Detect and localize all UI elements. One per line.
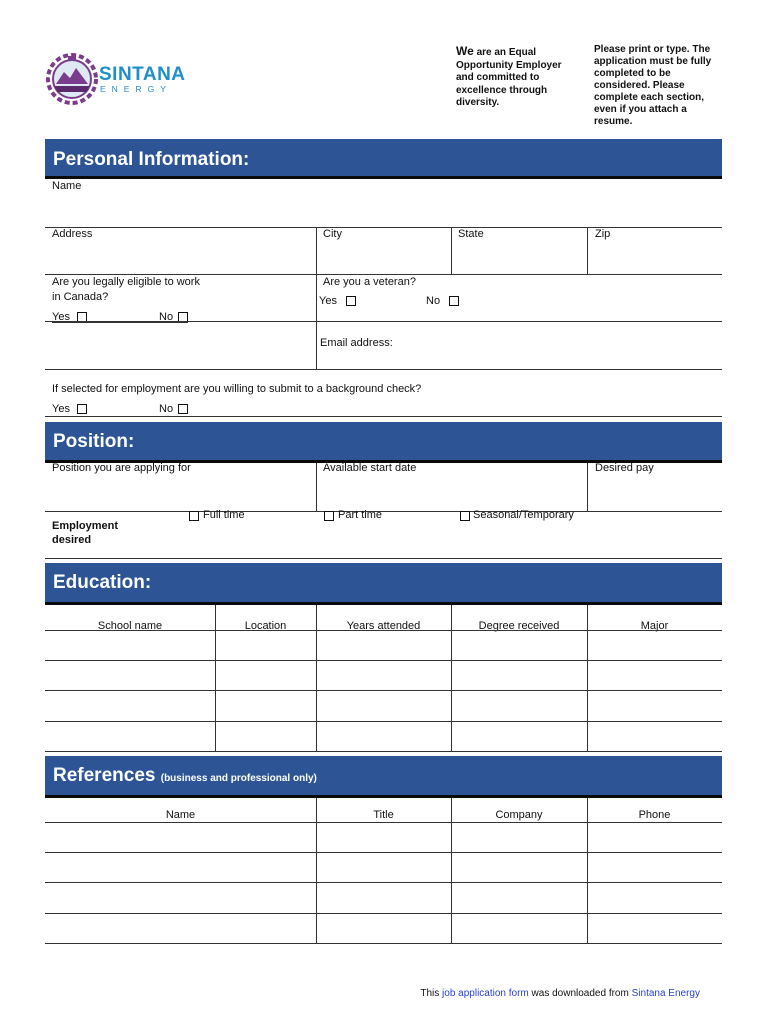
section-title: Personal Information: [53, 149, 250, 170]
background-yes-checkbox[interactable] [77, 404, 87, 414]
sintana-energy-link[interactable]: Sintana Energy [631, 988, 700, 999]
ref-col-company: Company [495, 809, 543, 821]
section-education [45, 563, 722, 605]
reference-row[interactable] [45, 914, 722, 943]
veteran-yes-label: Yes [319, 295, 337, 307]
veteran-no-label: No [426, 295, 441, 307]
ref-col-phone: Phone [638, 809, 671, 821]
veteran-label: Are you a veteran? [323, 276, 416, 288]
equal-opportunity-note [456, 45, 576, 110]
reference-row[interactable] [45, 823, 722, 852]
seasonal-checkbox[interactable] [460, 511, 470, 521]
education-row[interactable] [45, 722, 722, 751]
position-applying-label: Position you are applying for [52, 462, 191, 474]
full-time-label: Full time [203, 509, 245, 521]
print-instructions: Please print or type. The application must be fully completed to be considered. Please complete each section, even if you attach a resume. [594, 44, 712, 127]
education-row[interactable] [45, 631, 722, 660]
footer-middle: was downloaded from [528, 988, 632, 999]
reference-row[interactable] [45, 853, 722, 882]
background-no-label: No [159, 403, 174, 415]
education-row[interactable] [45, 661, 722, 690]
section-subtitle: (business and professional only) [160, 773, 317, 784]
eligible-label-line2: in Canada? [52, 291, 109, 303]
brand-name: SINTANA [99, 64, 186, 85]
start-date-field[interactable] [317, 476, 586, 510]
veteran-no-checkbox[interactable] [449, 296, 459, 306]
background-check-label: If selected for employment are you willing to submit to a background check? [52, 383, 422, 395]
section-title: Education: [53, 572, 152, 593]
eligible-label-line1: Are you legally eligible to work [52, 276, 200, 288]
section-references [45, 756, 722, 798]
eligible-no-label: No [159, 311, 174, 323]
state-label: State [458, 228, 484, 240]
part-time-checkbox[interactable] [324, 511, 334, 521]
eeo-text: are an Equal Opportunity Employer and committed to excellence through diversity. [456, 47, 562, 108]
section-position [45, 422, 722, 463]
zip-field[interactable] [588, 241, 721, 274]
ref-col-name: Name [165, 809, 196, 821]
address-label: Address [52, 228, 93, 240]
desired-pay-label: Desired pay [595, 462, 654, 474]
name-field[interactable] [45, 193, 722, 227]
position-applying-field[interactable] [45, 476, 315, 510]
address-field[interactable] [45, 241, 316, 274]
job-application-form-link[interactable]: job application form [442, 988, 529, 999]
footer-note [0, 988, 700, 999]
full-time-checkbox[interactable] [189, 511, 199, 521]
city-field[interactable] [317, 241, 450, 274]
email-label: Email address: [320, 337, 393, 349]
phone-field[interactable] [45, 322, 315, 368]
edu-col-major: Major [640, 620, 669, 632]
part-time-label: Part time [338, 509, 383, 521]
eligible-yes-label: Yes [52, 311, 70, 323]
edu-col-degree: Degree received [478, 620, 560, 632]
ref-col-title: Title [373, 809, 394, 821]
background-yes-label: Yes [52, 403, 70, 415]
employment-desired-line2: desired [52, 534, 92, 546]
edu-col-school: School name [97, 620, 163, 632]
edu-col-location: Location [244, 620, 287, 632]
education-row[interactable] [45, 691, 722, 721]
seasonal-label: Seasonal/Temporary [473, 509, 574, 521]
brand-subtitle: ENERGY [100, 84, 172, 94]
section-title: Position: [53, 431, 135, 452]
city-label: City [323, 228, 342, 240]
zip-label: Zip [595, 228, 611, 240]
section-title: References [53, 765, 156, 786]
eeo-first-word: We [456, 44, 474, 58]
start-date-label: Available start date [323, 462, 417, 474]
desired-pay-field[interactable] [588, 476, 721, 510]
edu-col-years: Years attended [346, 620, 421, 632]
state-field[interactable] [452, 241, 585, 274]
footer-prefix: This [420, 988, 443, 999]
employment-desired-line1: Employment [52, 520, 119, 532]
reference-row[interactable] [45, 883, 722, 913]
name-label: Name [52, 180, 82, 192]
logo-emblem-icon [44, 48, 104, 110]
email-field[interactable] [398, 330, 720, 364]
background-no-checkbox[interactable] [178, 404, 188, 414]
veteran-yes-checkbox[interactable] [346, 296, 356, 306]
section-personal-information [45, 139, 722, 179]
